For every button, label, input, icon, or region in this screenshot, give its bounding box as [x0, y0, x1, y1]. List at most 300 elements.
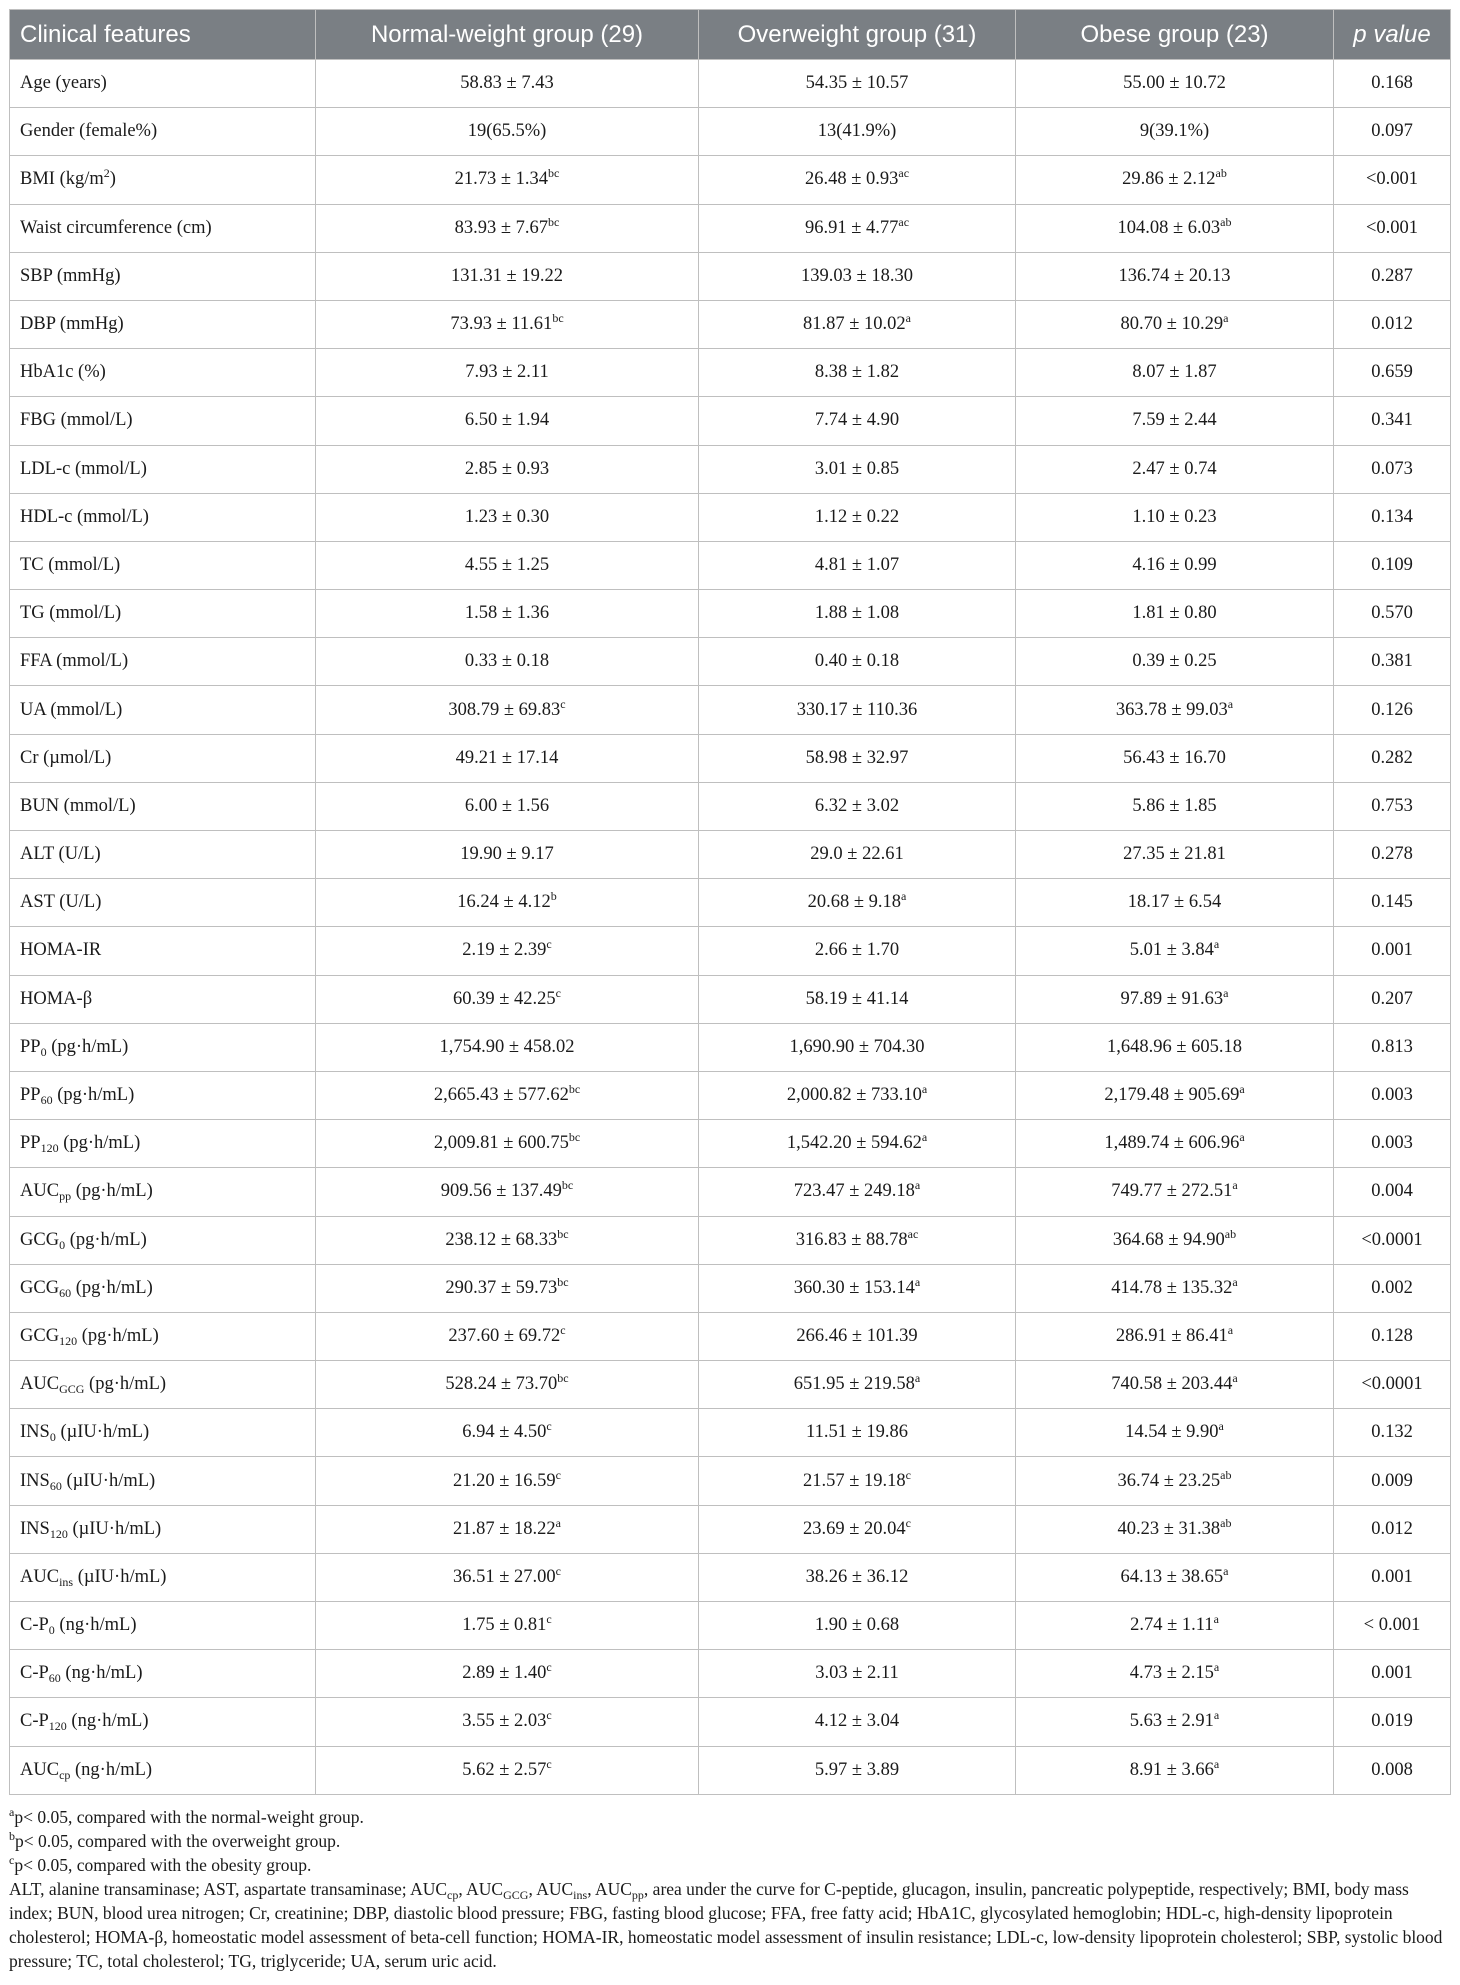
table-row	[10, 1264, 1451, 1312]
text-segment: 308.79 ± 69.83	[448, 699, 561, 720]
text-segment: 238.12 ± 68.33	[445, 1229, 558, 1250]
superscript: ab	[1215, 166, 1227, 181]
feature-cell	[10, 782, 316, 830]
p-value-cell: 0.813	[1334, 1023, 1451, 1071]
text-segment: 6.94 ± 4.50	[462, 1422, 547, 1443]
overweight-cell	[699, 831, 1016, 879]
text-segment: p< 0.05, compared with the obesity group.	[14, 1854, 312, 1875]
text-segment: 0.40 ± 0.18	[814, 651, 900, 672]
normal-weight-cell	[316, 252, 699, 300]
feature-cell	[10, 1023, 316, 1071]
text-segment: (ng·h/mL)	[66, 1711, 149, 1732]
obese-cell	[1016, 252, 1334, 300]
normal-weight-cell	[316, 1071, 699, 1119]
superscript: bc	[552, 311, 564, 326]
p-value-cell: 0.004	[1334, 1168, 1451, 1216]
text-segment: 23.69 ± 20.04	[803, 1518, 906, 1539]
text-segment: , AUC	[458, 1878, 504, 1899]
text-segment: 364.68 ± 94.90	[1112, 1229, 1225, 1250]
text-segment: 1.90 ± 0.68	[814, 1615, 900, 1636]
feature-cell	[10, 397, 316, 445]
superscript: a	[1213, 1660, 1220, 1675]
superscript: bc	[561, 1178, 574, 1193]
superscript: c	[555, 1563, 561, 1578]
subscript: 0	[59, 1237, 66, 1252]
text-segment: p< 0.05, compared with the overweight group.	[15, 1830, 341, 1851]
text-segment: 330.17 ± 110.36	[796, 699, 918, 720]
text-segment: 1.10 ± 0.23	[1132, 506, 1217, 527]
table-row	[10, 1361, 1451, 1409]
obese-cell	[1016, 493, 1334, 541]
table-row	[10, 300, 1451, 348]
table-row	[10, 252, 1451, 300]
p-value-cell: <0.001	[1334, 156, 1451, 204]
table-row	[10, 975, 1451, 1023]
feature-cell	[10, 108, 316, 156]
obese-cell	[1016, 1746, 1334, 1794]
normal-weight-cell	[316, 1553, 699, 1601]
normal-weight-cell	[316, 1746, 699, 1794]
text-segment: (µIU·h/mL)	[67, 1518, 162, 1539]
superscript: 2	[103, 166, 110, 181]
text-segment: 80.70 ± 10.29	[1120, 314, 1224, 335]
p-value-cell: 0.012	[1334, 1505, 1451, 1553]
normal-weight-cell	[316, 1312, 699, 1360]
text-segment: 27.35 ± 21.81	[1123, 844, 1226, 865]
feature-cell	[10, 493, 316, 541]
superscript: c	[546, 1708, 552, 1723]
footnote	[9, 1805, 1450, 1829]
text-segment: Gender (female%)	[20, 121, 158, 142]
text-segment: 73.93 ± 11.61	[450, 314, 553, 335]
superscript: bc	[557, 1371, 569, 1386]
obese-cell	[1016, 1168, 1334, 1216]
text-segment: 1.88 ± 1.08	[814, 603, 900, 624]
text-segment: 3.01 ± 0.85	[814, 458, 900, 479]
feature-cell	[10, 349, 316, 397]
obese-cell	[1016, 156, 1334, 204]
text-segment: (µIU·h/mL)	[55, 1422, 150, 1443]
normal-weight-cell	[316, 397, 699, 445]
obese-cell	[1016, 60, 1334, 108]
obese-cell	[1016, 927, 1334, 975]
normal-weight-cell	[316, 300, 699, 348]
text-segment: (pg·h/mL)	[77, 1325, 159, 1346]
text-segment: 5.97 ± 3.89	[814, 1759, 900, 1780]
footnotes	[9, 1805, 1450, 1973]
normal-weight-cell	[316, 734, 699, 782]
text-segment: 237.60 ± 69.72	[448, 1325, 561, 1346]
obese-cell	[1016, 108, 1334, 156]
text-segment: (ng·h/mL)	[60, 1663, 143, 1684]
text-segment: GCG	[20, 1325, 60, 1346]
obese-cell	[1016, 1312, 1334, 1360]
text-segment: p< 0.05, compared with the normal-weight group.	[14, 1806, 364, 1827]
p-value-cell: 0.207	[1334, 975, 1451, 1023]
text-segment: HOMA-IR	[20, 940, 102, 961]
text-segment: , AUC	[528, 1878, 574, 1899]
overweight-cell	[699, 1216, 1016, 1264]
p-value-cell: 0.168	[1334, 60, 1451, 108]
text-segment: 1,754.90 ± 458.02	[439, 1036, 575, 1057]
overweight-cell	[699, 975, 1016, 1023]
normal-weight-cell	[316, 1023, 699, 1071]
text-segment: 1,690.90 ± 704.30	[789, 1036, 925, 1057]
overweight-cell	[699, 1023, 1016, 1071]
text-segment: (ng·h/mL)	[70, 1759, 153, 1780]
superscript: a	[1239, 1082, 1245, 1097]
feature-cell	[10, 1650, 316, 1698]
table-row	[10, 1746, 1451, 1794]
text-segment: 21.73 ± 1.34	[454, 169, 549, 190]
text-segment: 83.93 ± 7.67	[454, 217, 549, 238]
text-segment: 29.0 ± 22.61	[810, 844, 904, 865]
normal-weight-cell	[316, 782, 699, 830]
table-row	[10, 204, 1451, 252]
overweight-cell	[699, 60, 1016, 108]
normal-weight-cell	[316, 1216, 699, 1264]
text-segment: C-P	[20, 1711, 49, 1732]
superscript: a	[1232, 1274, 1238, 1289]
text-segment: 136.74 ± 20.13	[1118, 265, 1231, 286]
text-segment: 5.01 ± 3.84	[1129, 940, 1214, 961]
text-segment: 1,489.74 ± 606.96	[1104, 1133, 1240, 1154]
p-value-cell: <0.0001	[1334, 1361, 1451, 1409]
text-segment: LDL-c (mmol/L)	[20, 458, 147, 479]
text-segment: 38.26 ± 36.12	[805, 1566, 909, 1587]
table-row	[10, 1168, 1451, 1216]
p-value-cell: 0.282	[1334, 734, 1451, 782]
table-row	[10, 879, 1451, 927]
p-value-cell: 0.073	[1334, 445, 1451, 493]
overweight-cell	[699, 1698, 1016, 1746]
superscript: a	[1223, 985, 1229, 1000]
text-segment: 1.12 ± 0.22	[814, 506, 900, 527]
subscript: 0	[49, 1430, 56, 1445]
normal-weight-cell	[316, 1409, 699, 1457]
superscript: c	[546, 1756, 552, 1771]
feature-cell	[10, 541, 316, 589]
text-segment: 16.24 ± 4.12	[457, 892, 551, 913]
text-segment: 2,665.43 ± 577.62	[433, 1085, 569, 1106]
obese-cell	[1016, 1553, 1334, 1601]
text-segment: 290.37 ± 59.73	[445, 1277, 558, 1298]
text-segment: 909.56 ± 137.49	[440, 1181, 562, 1202]
subscript: 120	[59, 1333, 78, 1348]
subscript: 60	[59, 1285, 72, 1300]
superscript: a	[1232, 1371, 1238, 1386]
obese-cell	[1016, 1698, 1334, 1746]
superscript: c	[560, 1322, 566, 1337]
superscript: a	[1227, 696, 1234, 711]
superscript: ac	[898, 166, 910, 181]
text-segment: 139.03 ± 18.30	[801, 265, 913, 286]
overweight-cell	[699, 1168, 1016, 1216]
overweight-cell	[699, 1361, 1016, 1409]
obese-cell	[1016, 1361, 1334, 1409]
superscript: c	[560, 696, 566, 711]
text-segment: FBG (mmol/L)	[20, 410, 133, 431]
normal-weight-cell	[316, 686, 699, 734]
p-value-cell: 0.278	[1334, 831, 1451, 879]
overweight-cell	[699, 927, 1016, 975]
text-segment: HOMA-β	[20, 988, 93, 1009]
text-segment: 21.20 ± 16.59	[453, 1470, 556, 1491]
obese-cell	[1016, 638, 1334, 686]
obese-cell	[1016, 734, 1334, 782]
text-segment: 60.39 ± 42.25	[453, 988, 556, 1009]
overweight-cell	[699, 108, 1016, 156]
text-segment: ALT, alanine transaminase; AST, aspartate transaminase; AUC	[9, 1878, 448, 1899]
obese-cell	[1016, 541, 1334, 589]
text-segment: GCG	[20, 1277, 60, 1298]
obese-cell	[1016, 686, 1334, 734]
table-row	[10, 397, 1451, 445]
obese-cell	[1016, 1120, 1334, 1168]
text-segment: (pg·h/mL)	[65, 1229, 147, 1250]
feature-cell	[10, 831, 316, 879]
text-segment: 0.33 ± 0.18	[464, 651, 550, 672]
text-segment: Age (years)	[20, 73, 107, 94]
subscript: 120	[49, 1526, 68, 1541]
normal-weight-cell	[316, 156, 699, 204]
subscript: GCG	[503, 1887, 529, 1902]
subscript: 60	[40, 1093, 53, 1108]
text-segment: UA (mmol/L)	[20, 699, 123, 720]
text-segment: 13(41.9%)	[817, 121, 897, 142]
overweight-cell	[699, 590, 1016, 638]
superscript: ab	[1220, 214, 1232, 229]
superscript: bc	[568, 1082, 581, 1097]
footnote	[9, 1877, 1450, 1973]
text-segment: TG (mmol/L)	[20, 603, 122, 624]
superscript: ac	[907, 1226, 919, 1241]
text-segment: INS	[20, 1518, 50, 1539]
superscript: a	[1213, 1612, 1219, 1627]
p-value-cell: 0.001	[1334, 1553, 1451, 1601]
text-segment: 528.24 ± 73.70	[445, 1374, 558, 1395]
superscript: a	[921, 1082, 928, 1097]
superscript: a	[1239, 1130, 1245, 1145]
table-row	[10, 493, 1451, 541]
text-segment: 29.86 ± 2.12	[1122, 169, 1216, 190]
feature-cell	[10, 1264, 316, 1312]
text-segment: INS	[20, 1422, 50, 1443]
feature-cell	[10, 252, 316, 300]
superscript: a	[1232, 1178, 1238, 1193]
subscript: 60	[48, 1671, 61, 1686]
obese-cell	[1016, 1602, 1334, 1650]
p-value-cell: 0.341	[1334, 397, 1451, 445]
table-row	[10, 1602, 1451, 1650]
text-segment: 18.17 ± 6.54	[1127, 892, 1222, 913]
superscript: a	[1223, 311, 1229, 326]
normal-weight-cell	[316, 590, 699, 638]
normal-weight-cell	[316, 1264, 699, 1312]
superscript: c	[546, 1660, 552, 1675]
text-segment: , AUC	[587, 1878, 632, 1899]
text-segment: 40.23 ± 31.38	[1117, 1518, 1221, 1539]
text-segment: 49.21 ± 17.14	[455, 747, 559, 768]
subscript: 120	[40, 1141, 59, 1156]
text-segment: 54.35 ± 10.57	[805, 73, 909, 94]
text-segment: 5.62 ± 2.57	[462, 1759, 547, 1780]
p-value-cell: 0.019	[1334, 1698, 1451, 1746]
overweight-cell	[699, 782, 1016, 830]
text-segment: 58.19 ± 41.14	[805, 988, 909, 1009]
feature-cell	[10, 975, 316, 1023]
p-value-cell: 0.753	[1334, 782, 1451, 830]
text-segment: 316.83 ± 88.78	[795, 1229, 908, 1250]
normal-weight-cell	[316, 879, 699, 927]
superscript: a	[1227, 1322, 1234, 1337]
table-row	[10, 108, 1451, 156]
text-segment: INS	[20, 1470, 50, 1491]
obese-cell	[1016, 1216, 1334, 1264]
text-segment: 5.86 ± 1.85	[1132, 795, 1217, 816]
p-value-cell: <0.001	[1334, 204, 1451, 252]
subscript: pp	[631, 1887, 644, 1902]
text-segment: (pg·h/mL)	[52, 1085, 135, 1106]
normal-weight-cell	[316, 975, 699, 1023]
text-segment: SBP (mmHg)	[20, 265, 121, 286]
superscript: b	[550, 889, 557, 904]
text-segment: HDL-c (mmol/L)	[20, 506, 149, 527]
overweight-cell	[699, 734, 1016, 782]
overweight-cell	[699, 1505, 1016, 1553]
superscript: bc	[548, 214, 560, 229]
superscript: bc	[568, 1130, 581, 1145]
text-segment: , area under the curve for C-peptide, glucagon, insulin, pancreatic polypeptide, respectively; BMI, body mass index; BUN, blood urea nitrogen; Cr, creatinine; DBP, diastolic blood pressure; FBG, fasting blood glucose; FFA, free fatty acid; HbA1C, glycosylated hemoglobin; HDL-c, high-density lipoprotein cholesterol; HOMA-β, homeostatic model assessment of beta-cell function; HOMA-IR, homeostatic model assessment of insulin resistance; LDL-c, low-density lipoprotein cholesterol; SBP, systolic blood pressure; TC, total cholesterol; TG, triglyceride; UA, serum uric acid.	[9, 1878, 1443, 1971]
text-segment: GCG	[20, 1229, 60, 1250]
text-segment: 363.78 ± 99.03	[1115, 699, 1228, 720]
text-segment: 104.08 ± 6.03	[1117, 217, 1221, 238]
overweight-cell	[699, 638, 1016, 686]
text-segment: 64.13 ± 38.65	[1120, 1566, 1224, 1587]
overweight-cell	[699, 445, 1016, 493]
superscript: a	[901, 889, 907, 904]
p-value-cell: 0.145	[1334, 879, 1451, 927]
table-row	[10, 349, 1451, 397]
p-value-cell: 0.002	[1334, 1264, 1451, 1312]
text-segment: FFA (mmol/L)	[20, 651, 129, 672]
feature-cell	[10, 1698, 316, 1746]
table-row	[10, 782, 1451, 830]
p-value-cell: 0.003	[1334, 1120, 1451, 1168]
superscript: a	[914, 1274, 921, 1289]
p-value-cell: 0.570	[1334, 590, 1451, 638]
normal-weight-cell	[316, 927, 699, 975]
superscript: a	[1213, 937, 1220, 952]
text-segment: (pg·h/mL)	[71, 1277, 153, 1298]
superscript: a	[1223, 1563, 1229, 1578]
text-segment: 7.93 ± 2.11	[465, 362, 549, 383]
text-segment: BMI (kg/m	[20, 169, 104, 190]
text-segment: 414.78 ± 135.32	[1111, 1277, 1233, 1298]
superscript: a	[905, 311, 911, 326]
overweight-cell	[699, 1457, 1016, 1505]
superscript: bc	[557, 1226, 569, 1241]
superscript: a	[1218, 1419, 1224, 1434]
clinical-features-table	[9, 9, 1451, 1795]
text-segment: 6.50 ± 1.94	[464, 410, 550, 431]
superscript: ab	[1220, 1515, 1232, 1530]
superscript: a	[1213, 1708, 1220, 1723]
text-segment: 26.48 ± 0.93	[804, 169, 899, 190]
p-value-cell: <0.0001	[1334, 1216, 1451, 1264]
table-row	[10, 927, 1451, 975]
p-value-cell: 0.134	[1334, 493, 1451, 541]
text-segment: 5.63 ± 2.91	[1129, 1711, 1214, 1732]
text-segment: PP	[20, 1036, 41, 1057]
text-segment: 11.51 ± 19.86	[806, 1422, 908, 1443]
table-row	[10, 1409, 1451, 1457]
text-segment: 6.32 ± 3.02	[814, 795, 900, 816]
superscript: c	[546, 937, 552, 952]
overweight-cell	[699, 156, 1016, 204]
text-segment: 7.74 ± 4.90	[814, 410, 900, 431]
p-value-cell: 0.132	[1334, 1409, 1451, 1457]
subscript: 0	[48, 1623, 55, 1638]
obese-cell	[1016, 831, 1334, 879]
table-row	[10, 638, 1451, 686]
text-segment: 8.38 ± 1.82	[814, 362, 900, 383]
text-segment: 360.30 ± 153.14	[793, 1277, 915, 1298]
text-segment: AST (U/L)	[20, 892, 102, 913]
superscript: a	[921, 1130, 928, 1145]
text-segment: 4.12 ± 3.04	[814, 1711, 900, 1732]
obese-cell	[1016, 397, 1334, 445]
subscript: ins	[573, 1887, 588, 1902]
obese-cell	[1016, 445, 1334, 493]
overweight-cell	[699, 349, 1016, 397]
normal-weight-cell	[316, 831, 699, 879]
text-segment: 1,542.20 ± 594.62	[786, 1133, 922, 1154]
feature-cell	[10, 590, 316, 638]
normal-weight-cell	[316, 1120, 699, 1168]
text-segment: 3.55 ± 2.03	[462, 1711, 547, 1732]
header-clinical-features: Clinical features	[10, 10, 316, 60]
text-segment: AUC	[20, 1759, 60, 1780]
p-value-cell: 0.012	[1334, 300, 1451, 348]
overweight-cell	[699, 1120, 1016, 1168]
superscript: c	[905, 1515, 911, 1530]
obese-cell	[1016, 1409, 1334, 1457]
p-value-cell: < 0.001	[1334, 1602, 1451, 1650]
table-row	[10, 686, 1451, 734]
table-body	[10, 60, 1451, 1795]
feature-cell	[10, 445, 316, 493]
feature-cell	[10, 1361, 316, 1409]
feature-cell	[10, 686, 316, 734]
overweight-cell	[699, 252, 1016, 300]
p-value-cell: 0.008	[1334, 1746, 1451, 1794]
overweight-cell	[699, 1071, 1016, 1119]
text-segment: 8.91 ± 3.66	[1129, 1759, 1214, 1780]
feature-cell	[10, 156, 316, 204]
subscript: 0	[40, 1044, 47, 1059]
obese-cell	[1016, 1505, 1334, 1553]
text-segment: ALT (U/L)	[20, 844, 101, 865]
text-segment: 723.47 ± 249.18	[793, 1181, 915, 1202]
text-segment: PP	[20, 1085, 41, 1106]
text-segment: 58.83 ± 7.43	[460, 73, 554, 94]
text-segment: AUC	[20, 1566, 60, 1587]
subscript: GCG	[59, 1382, 85, 1397]
text-segment: 81.87 ± 10.02	[803, 314, 906, 335]
text-segment: Cr (µmol/L)	[20, 747, 112, 768]
text-segment: 21.87 ± 18.22	[453, 1518, 556, 1539]
